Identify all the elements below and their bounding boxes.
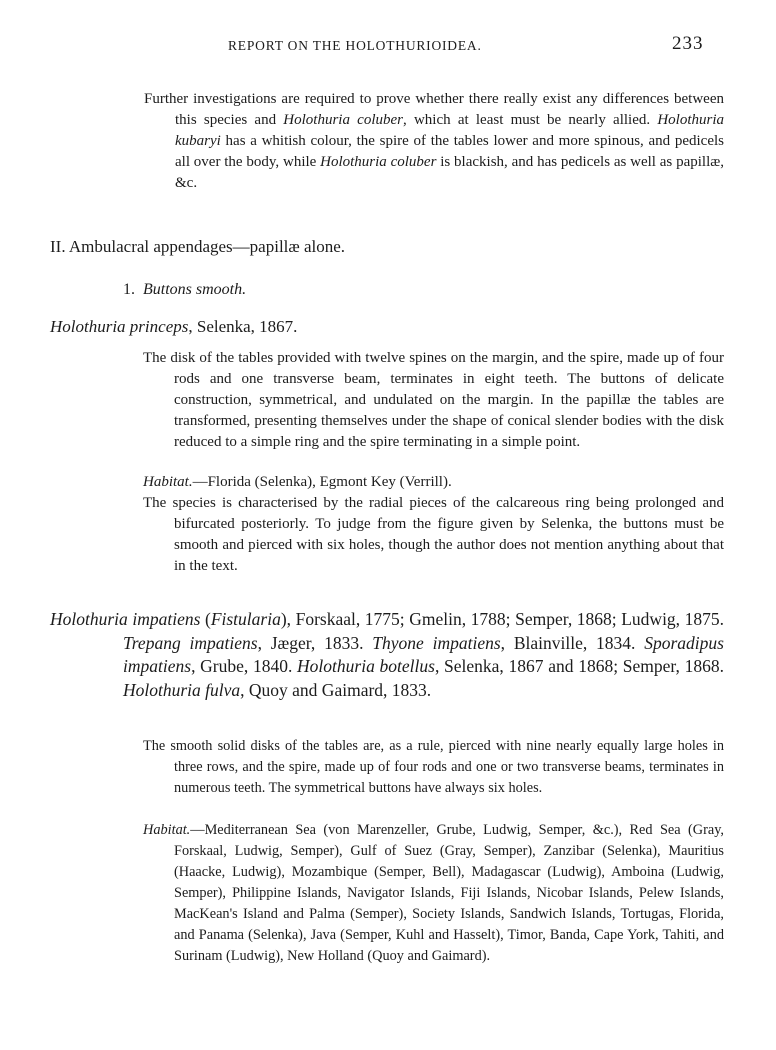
- species2-synonymy: Holothuria impatiens (Fistularia), Forskaal, 1775; Gmelin, 1788; Semper, 1868; Ludwig, 1875. Trepang impatiens, Jæger, 1833. Thyone impatiens, Blainville, 1834. Sporadipus impatiens, Grube, 1840. Holothuria botellus, Selenka, 1867 and 1868; Semper, 1868. Holothuria fulva, Quoy and Gaimard, 1833.: [50, 609, 724, 700]
- page-number: 233: [672, 33, 704, 54]
- species1-description: The disk of the tables provided with twelve spines on the margin, and the spire, made up of four rods and one transverse beam, terminates in eight teeth. The buttons of delicate construction, symmetrical, and undulated on the margin. In the papillæ the tables are transformed, presenting themselves under the shape of conical slender bodies with the disk reduced to a simple ring and the spire terminating in a simple point.: [143, 350, 724, 450]
- species2-habitat: Habitat.—Mediterranean Sea (von Marenzeller, Grube, Ludwig, Semper, &c.), Red Sea (Gray, Forskaal, Ludwig, Semper), Gulf of Suez (Gray, Semper), Zanzibar (Selenka), Mauritius (Haacke, Ludwig), Mozambique (Semper, Bell), Madagascar (Ludwig), Amboina (Ludwig, Semper), Philippine Islands, Navigator Islands, Fiji Islands, Nicobar Islands, Pelew Islands, MacKean's Island and Palma (Semper), Society Islands, Sandwich Islands, Tortugas, Florida, and Panama (Selenka), Java (Semper, Kuhl and Hasselt), Timor, Banda, Cape York, Tahiti, and Surinam (Ludwig), New Holland (Quoy and Gaimard).: [143, 822, 724, 964]
- intro-paragraph: Further investigations are required to prove whether there really exist any differences between this species and Holothuria coluber, which at least must be nearly allied. Holothuria kubaryi has a whitish colour, the spire of the tables lower and more spinous, and pedicels all over the body, while Holothuria coluber is blackish, and has pedicels as well as papillæ, &c.: [144, 91, 724, 191]
- species1-remarks: The species is characterised by the radial pieces of the calcareous ring being prolonged and bifurcated posteriorly. To judge from the figure given by Selenka, the buttons must be smooth and pierced with six holes, though the author does not mention anything about that in the text.: [143, 495, 724, 574]
- species2-description: The smooth solid disks of the tables are, as a rule, pierced with nine nearly equally large holes in three rows, and the spire, made up of four rods and one or two transverse beams, terminates in numerous teeth. The symmetrical buttons have always six holes.: [143, 738, 724, 796]
- species-heading-princeps: Holothuria princeps, Selenka, 1867.: [50, 317, 298, 336]
- subsection-heading: 1. Buttons smooth.: [123, 281, 247, 298]
- section-heading: II. Ambulacral appendages—papillæ alone.: [50, 237, 346, 256]
- running-title: REPORT ON THE HOLOTHURIOIDEA.: [228, 38, 482, 53]
- species1-habitat: Habitat.—Florida (Selenka), Egmont Key (Verrill).: [143, 474, 452, 490]
